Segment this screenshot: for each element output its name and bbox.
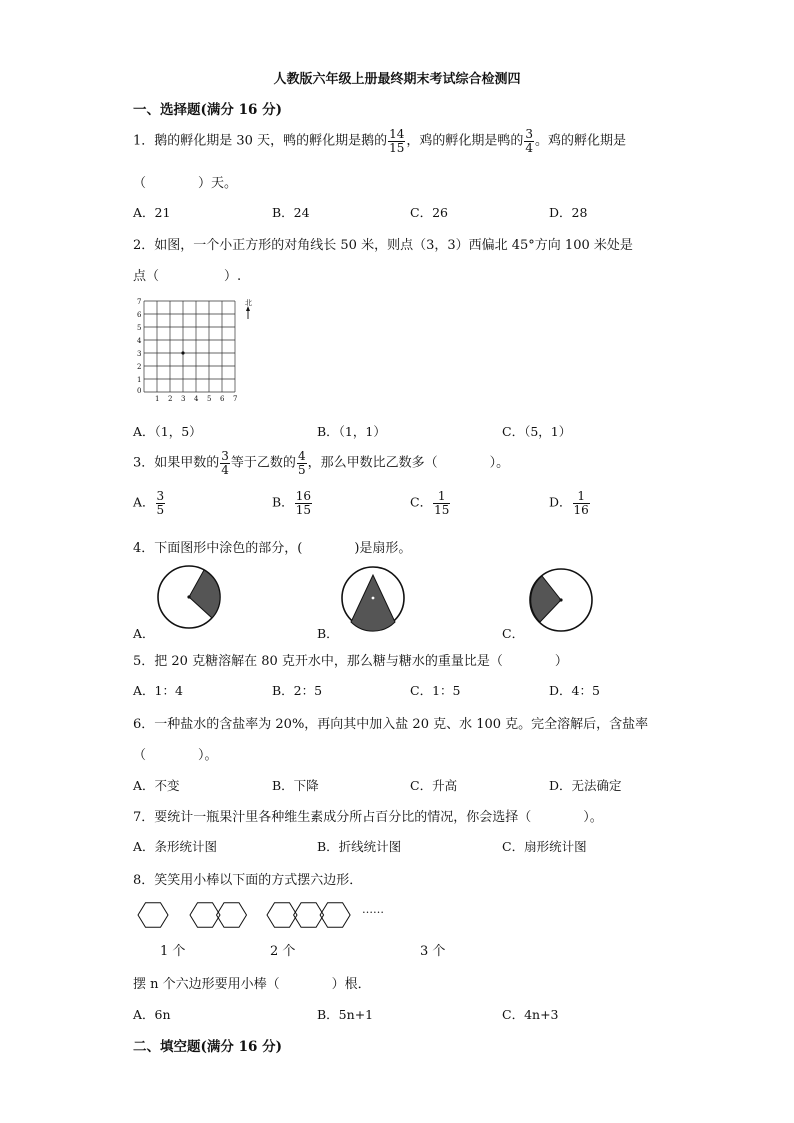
frac-den: 4 [221, 462, 229, 477]
grid-y-tick: 1 [137, 376, 142, 384]
grid-y-tick: 5 [137, 324, 142, 332]
q6-option-c[interactable]: C．升高 [410, 778, 458, 793]
hexagon-shape [217, 903, 247, 928]
hexagon-shape [320, 903, 350, 928]
question-6-stem: 6．一种盐水的含盐率为 20%，再向其中加入盐 20 克、水 100 克。完全溶解后，含盐率 [133, 717, 649, 732]
frac-num: 14 [389, 127, 405, 141]
hexagon-group-3 [267, 903, 350, 928]
q1-text-c: 。鸡的孵化期是 [535, 133, 627, 149]
frac-den: 15 [389, 140, 405, 155]
q8-option-a[interactable]: A．6n [133, 1007, 171, 1022]
question-3-stem [133, 450, 509, 476]
q8-caption-3: 3 个 [420, 944, 446, 959]
grid-x-tick: 4 [194, 395, 199, 403]
question-6-blank-line: （ ）。 [133, 748, 218, 763]
frac-den: 4 [525, 140, 534, 155]
q5-option-a[interactable]: A．1：4 [133, 683, 183, 698]
option-label: A． [133, 494, 155, 510]
hexagon-shape [190, 903, 220, 928]
q7-option-a[interactable]: A．条形统计图 [133, 839, 218, 854]
q3-fraction-1 [220, 450, 230, 476]
q3-fraction-2 [297, 450, 307, 476]
question-1-blank-line: （ ）天。 [133, 176, 238, 191]
q3-text-c: ，那么甲数比乙数多（ ）。 [307, 455, 510, 471]
q3-option-d[interactable] [549, 490, 591, 516]
frac-den: 5 [156, 502, 165, 517]
grid-x-tick: 7 [233, 395, 238, 403]
q6-option-d[interactable]: D．无法确定 [549, 778, 622, 793]
q3-option-b[interactable] [272, 490, 313, 516]
question-8-blank-line: 摆 n 个六边形要用小棒（ ）根． [133, 977, 371, 992]
grid-x-tick: 5 [207, 395, 212, 403]
question-4-stem: 4．下面图形中涂色的部分，( )是扇形。 [133, 541, 412, 556]
q2-option-a[interactable]: A．（1，5） [133, 424, 202, 439]
grid-y-tick: 6 [137, 311, 142, 319]
q1-text-a: 1．鹅的孵化期是 30 天，鸭的孵化期是鹅的 [133, 133, 388, 149]
q3-text-a: 3．如果甲数的 [133, 455, 220, 471]
hexagon-shape [138, 903, 168, 928]
section-heading-fill: 二、填空题(满分 16 分) [133, 1039, 282, 1055]
q4-figure-b [337, 563, 409, 633]
hexagon-shape [267, 903, 297, 928]
question-5-stem: 5．把 20 克糖溶解在 80 克开水中，那么糖与糖水的重量比是（ ） [133, 654, 568, 669]
grid-y-tick: 7 [137, 298, 142, 306]
frac-num: 1 [573, 490, 590, 504]
q8-caption-1: 1 个 [160, 944, 186, 959]
q3-option-a[interactable] [133, 490, 166, 516]
option-fraction [433, 490, 450, 516]
q4-option-a[interactable]: A． [133, 626, 155, 641]
q7-option-b[interactable]: B．折线统计图 [317, 839, 402, 854]
hexagon-group-1 [138, 903, 168, 928]
option-label: C． [410, 494, 433, 510]
grid-x-tick: 3 [181, 395, 186, 403]
q6-option-a[interactable]: A．不变 [133, 778, 180, 793]
q1-option-b[interactable]: B．24 [272, 205, 310, 220]
q1-fraction-1 [388, 128, 405, 154]
frac-num: 3 [156, 489, 165, 503]
frac-den: 16 [573, 502, 589, 517]
frac-num: 16 [295, 489, 311, 503]
q5-option-c[interactable]: C．1：5 [410, 683, 461, 698]
question-1-stem [133, 128, 626, 154]
q8-ellipsis: …… [362, 903, 384, 916]
frac-num: 4 [297, 449, 306, 463]
q8-option-c[interactable]: C．4n+3 [502, 1007, 559, 1022]
q7-option-c[interactable]: C．扇形统计图 [502, 839, 587, 854]
frac-den: 5 [297, 462, 306, 477]
question-2-blank-line: 点（ ）. [133, 269, 242, 284]
q6-option-b[interactable]: B．下降 [272, 778, 319, 793]
page-title: 人教版六年级上册最终期末考试综合检测四 [273, 72, 521, 87]
option-label: B． [272, 494, 294, 510]
frac-num: 3 [525, 127, 534, 141]
q1-option-c[interactable]: C．26 [410, 205, 448, 220]
option-fraction [156, 490, 166, 516]
question-8-stem: 8．笑笑用小棒以下面的方式摆六边形． [133, 873, 363, 888]
q1-option-d[interactable]: D．28 [549, 205, 588, 220]
option-label: D． [549, 494, 572, 510]
q8-hexagon-figures [134, 895, 374, 935]
grid-x-tick: 0 [137, 387, 142, 395]
q4-figure-a [155, 563, 227, 631]
q2-option-b[interactable]: B．（1，1） [317, 424, 386, 439]
frac-num: 1 [433, 490, 450, 504]
grid-x-tick: 2 [168, 395, 173, 403]
q3-text-b: 等于乙数的 [230, 455, 296, 471]
grid-x-tick: 6 [220, 395, 225, 403]
grid-x-tick: 1 [155, 395, 160, 403]
q1-fraction-2 [524, 128, 534, 154]
option-fraction [295, 490, 312, 516]
q2-option-c[interactable]: C．（5，1） [502, 424, 572, 439]
q5-option-d[interactable]: D．4：5 [549, 683, 600, 698]
grid-point-3-3 [181, 351, 184, 354]
north-label: 北 [245, 299, 252, 307]
q8-option-b[interactable]: B．5n+1 [317, 1007, 374, 1022]
hexagon-shape [294, 903, 324, 928]
q1-text-b: ，鸡的孵化期是鸭的 [406, 133, 524, 149]
grid-y-tick: 3 [137, 350, 142, 358]
option-fraction [573, 490, 590, 516]
q4-option-c[interactable]: C． [502, 626, 525, 641]
grid-y-tick: 4 [137, 337, 142, 345]
q2-grid-figure [128, 295, 268, 407]
hexagon-group-2 [190, 903, 247, 928]
q4-figure-c [525, 566, 597, 634]
q3-option-c[interactable] [410, 490, 451, 516]
section-heading-choice: 一、选择题(满分 16 分) [133, 102, 282, 118]
q4-option-b[interactable]: B． [317, 626, 339, 641]
q1-option-a[interactable]: A．21 [133, 205, 171, 220]
question-7-stem: 7．要统计一瓶果汁里各种维生素成分所占百分比的情况，你会选择（ ）。 [133, 810, 603, 825]
question-2-stem: 2．如图，一个小正方形的对角线长 50 米，则点（3，3）西偏北 45°方向 100 米处是 [133, 238, 633, 253]
q5-option-b[interactable]: B．2：5 [272, 683, 323, 698]
frac-den: 15 [434, 502, 450, 517]
q8-caption-2: 2 个 [270, 944, 296, 959]
frac-num: 3 [221, 449, 229, 463]
grid-y-tick: 2 [137, 363, 142, 371]
frac-den: 15 [295, 502, 311, 517]
